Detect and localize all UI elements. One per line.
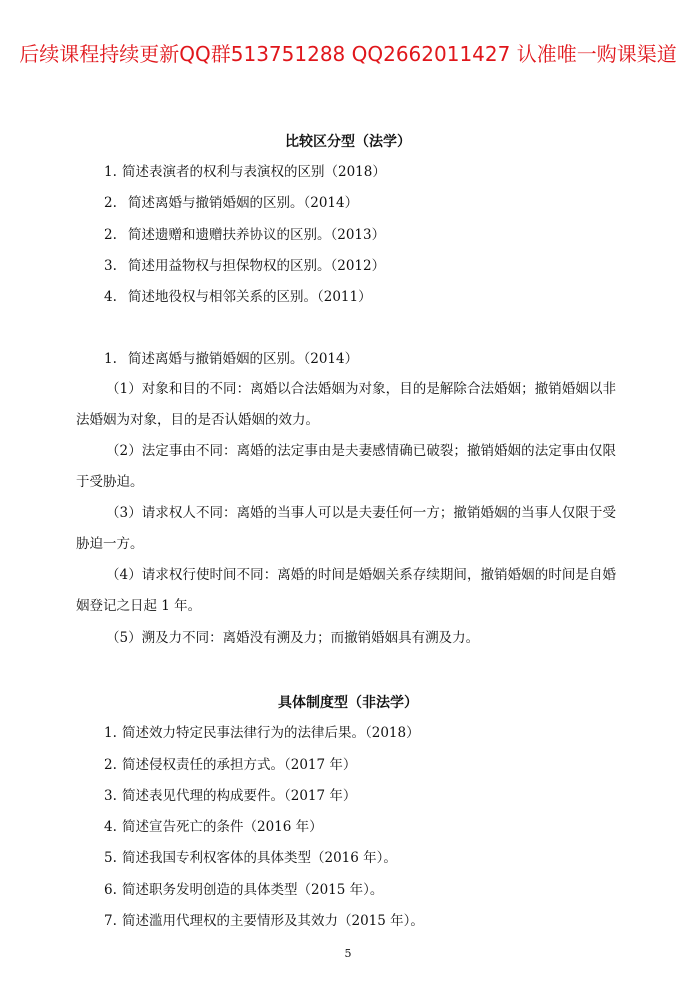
list-item-number: 2.	[104, 195, 117, 211]
answer-question-number: 1.	[104, 351, 117, 367]
list-item	[104, 787, 356, 805]
list-item	[104, 881, 383, 899]
list-item-text: 简述表演者的权利与表演权的区别（2018）	[122, 164, 386, 180]
section-title-system: 具体制度型（非法学）	[278, 695, 418, 711]
list-item-number: 2.	[104, 757, 117, 773]
list-item-text: 简述地役权与相邻关系的区别。（2011）	[128, 289, 372, 305]
list-item	[104, 194, 358, 212]
list-item-number: 3.	[104, 258, 117, 274]
list-item-number: 4.	[104, 819, 117, 835]
answer-point: （1）对象和目的不同：离婚以合法婚姻为对象，目的是解除合法婚姻；撤销婚姻以非法婚姻为对象，目的是否认婚姻的效力。	[76, 381, 616, 428]
list-item-text: 简述我国专利权客体的具体类型（2016 年）。	[122, 850, 397, 866]
list-item-number: 5.	[104, 850, 117, 866]
list-item	[104, 849, 397, 867]
list-item	[104, 163, 386, 181]
list-item-number: 1.	[104, 164, 117, 180]
list-item-number: 2.	[104, 227, 117, 243]
list-item	[104, 756, 356, 774]
list-item-text: 简述职务发明创造的具体类型（2015 年）。	[122, 882, 384, 898]
list-item-text: 简述离婚与撤销婚姻的区别。（2014）	[128, 195, 359, 211]
list-item-text: 简述侵权责任的承担方式。（2017 年）	[122, 757, 357, 773]
list-item-number: 3.	[104, 788, 117, 804]
page-number: 5	[344, 947, 352, 960]
list-item-number: 4.	[104, 289, 117, 305]
list-item-number: 7.	[104, 913, 117, 929]
list-item-number: 1.	[104, 725, 117, 741]
list-item-text: 简述用益物权与担保物权的区别。（2012）	[128, 258, 386, 274]
list-item-text: 简述宣告死亡的条件（2016 年）	[122, 819, 323, 835]
answer-question-text: 简述离婚与撤销婚姻的区别。（2014）	[128, 351, 359, 367]
list-item	[104, 288, 372, 306]
list-item-text: 简述遗赠和遗赠扶养协议的区别。（2013）	[128, 227, 386, 243]
answer-point: （2）法定事由不同：离婚的法定事由是夫妻感情确已破裂；撤销婚姻的法定事由仅限于受胁迫。	[76, 443, 616, 490]
list-item	[104, 226, 385, 244]
section-title-comparison: 比较区分型（法学）	[285, 134, 411, 150]
list-item-number: 6.	[104, 882, 117, 898]
list-item-text: 简述表见代理的构成要件。（2017 年）	[122, 788, 357, 804]
list-item	[104, 724, 420, 742]
answer-point: （5）溯及力不同：离婚没有溯及力；而撤销婚姻具有溯及力。	[106, 630, 480, 646]
watermark-banner: 后续课程持续更新QQ群513751288 QQ2662011427 认准唯一购课渠道	[19, 42, 677, 66]
answer-question	[104, 350, 358, 368]
list-item-text: 简述效力特定民事法律行为的法律后果。（2018）	[122, 725, 420, 741]
answer-point: （4）请求权行使时间不同：离婚的时间是婚姻关系存续期间，撤销婚姻的时间是自婚姻登记之日起 1 年。	[76, 567, 616, 614]
list-item-text: 简述滥用代理权的主要情形及其效力（2015 年）。	[122, 913, 424, 929]
list-item	[104, 257, 385, 275]
list-item	[104, 818, 323, 836]
list-item	[104, 912, 424, 930]
answer-point: （3）请求权人不同：离婚的当事人可以是夫妻任何一方；撤销婚姻的当事人仅限于受胁迫一方。	[76, 505, 616, 552]
